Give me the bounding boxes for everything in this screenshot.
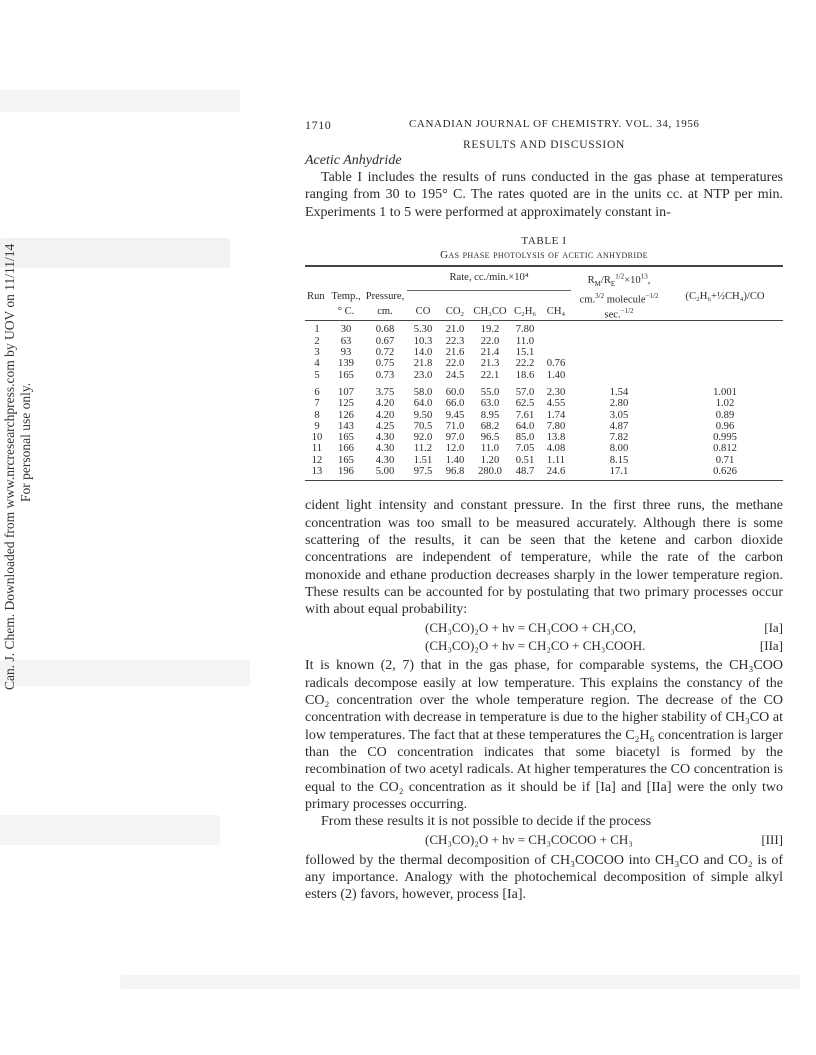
journal-title: CANADIAN JOURNAL OF CHEMISTRY. VOL. 34, 1956 (409, 118, 700, 130)
table-cell-ch4: 24.6 (546, 466, 566, 478)
table-cell-c2h6: 57.0 (515, 386, 535, 398)
table-cell-co: 9.50 (413, 409, 433, 421)
table-cell-co: 64.0 (413, 398, 433, 410)
table-cell-c2h6: 85.0 (515, 432, 535, 444)
table-row (305, 358, 783, 369)
rm-header-sec: sec.$^{-1/2}$ (604, 306, 634, 321)
table-row (305, 432, 783, 443)
table-cell-pressure: 0.68 (375, 324, 395, 336)
table-cell-ch4: 13.8 (546, 432, 566, 444)
table-group-low-pressure (305, 324, 783, 380)
journal-page (305, 118, 783, 904)
paragraph: cident light intensity and constant pressure. In the first three runs, the methane concentration was too small to be measured accurately. Although there is some scattering of the results, it can be seen that the ketene and carbon dioxide concentrations are independent of temperature, while the rate of the carbon monoxide and ethane production decreases sharply in the lower temperature region. These results can be accounted for by postulating that two primary processes occur with about equal probability: (305, 498, 783, 618)
table-cell-ratio: 0.71 (715, 454, 735, 466)
table-row (305, 398, 783, 409)
table-cell-co2: 96.8 (445, 466, 465, 478)
table-cell-ratio: 1.02 (715, 398, 735, 410)
table-cell-co: 1.51 (413, 454, 433, 466)
page-number: 1710 (305, 118, 332, 132)
equation-text: (CH₃CO)₂O + hν = CH₃COO + CH₃CO, (425, 620, 637, 636)
table-cell-run: 10 (311, 432, 323, 444)
table-cell-pressure: 4.30 (375, 432, 395, 444)
table-cell-rm (571, 347, 667, 358)
table-cell-pressure: 4.20 (375, 409, 395, 421)
table-cell-ratio (667, 336, 783, 347)
paragraph: From these results it is not possible to decide if the process (321, 814, 652, 830)
scan-artifact (120, 975, 800, 989)
table-cell-ch3co: 22.0 (480, 335, 500, 347)
equation-text: (CH₃CO)₂O + hν = CH₂CO + CH₃COOH. (425, 637, 646, 653)
table-cell-co2: 9.45 (445, 409, 465, 421)
table-row (305, 443, 783, 454)
table-row (305, 347, 783, 358)
scan-artifact (0, 90, 240, 112)
table-cell-rm: 3.05 (609, 409, 629, 421)
table-cell-co: 70.5 (413, 420, 433, 432)
table-cell-pressure: 4.25 (375, 420, 395, 432)
table-cell-co2: 21.0 (445, 324, 465, 336)
table-cell-co: 11.2 (413, 443, 433, 455)
co2-header: CO₂ (445, 305, 465, 317)
table-cell-co2: 24.5 (445, 369, 465, 381)
table-header-row (305, 271, 783, 291)
ch3co-header: CH₃CO (473, 305, 507, 317)
table-cell-co2: 1.40 (445, 454, 465, 466)
table-cell-ch4: 2.30 (546, 386, 566, 398)
table-cell-pressure: 0.67 (375, 335, 395, 347)
equation-label: [IIa] (759, 637, 783, 653)
table-cell-c2h6: 11.0 (515, 335, 535, 347)
pressure-unit: cm. (377, 305, 393, 317)
table-cell-c2h6: 48.7 (515, 466, 535, 478)
table-cell-ch4: 4.08 (546, 443, 566, 455)
table-cell-ratio (667, 370, 783, 381)
table-cell-run: 12 (311, 454, 323, 466)
paragraph: Table I includes the results of runs conducted in the gas phase at temperatures ranging from 30 to 195° C. The rates quoted are in the units cc. at NTP per min. Experiments 1 to 5 were performed at approximately constant in- (305, 170, 783, 220)
table-cell-rm: 7.82 (609, 432, 629, 444)
table-cell-rm (571, 358, 667, 369)
table-cell-ratio (667, 324, 783, 335)
table-cell-co2: 66.0 (445, 398, 465, 410)
table-cell-pressure: 4.20 (375, 398, 395, 410)
pressure-header: Pressure, (365, 290, 405, 302)
table-cell-ch4: 1.40 (546, 369, 566, 381)
table-cell-run: 11 (311, 443, 323, 455)
table-cell-rm: 4.87 (609, 420, 629, 432)
table-cell-co2: 22.3 (445, 335, 465, 347)
ch4-header: CH₄ (546, 305, 566, 317)
table-cell-pressure: 0.75 (375, 358, 395, 370)
table-cell-run: 9 (314, 420, 320, 432)
table-row (305, 324, 783, 335)
table-row (305, 370, 783, 381)
equation (305, 832, 783, 850)
table-cell-ch3co: 21.4 (480, 347, 500, 359)
table-cell-ch4: 1.74 (546, 409, 566, 421)
table-cell-temp: 93 (340, 347, 352, 359)
table-cell-pressure: 0.72 (375, 347, 395, 359)
equation (305, 638, 783, 656)
table-caption: Gas phase photolysis of acetic anhydride (440, 248, 648, 261)
table-cell-ch4 (541, 324, 571, 335)
table-cell-ch3co: 55.0 (480, 386, 500, 398)
table-cell-ratio: 1.001 (713, 386, 737, 398)
equation-text: (CH₃CO)₂O + hν = CH₃COCOO + CH₃ (425, 832, 633, 848)
table-cell-co2: 71.0 (445, 420, 465, 432)
table-cell-temp: 166 (338, 443, 354, 455)
table-cell-temp: 165 (338, 369, 354, 381)
table-cell-rm: 8.00 (609, 443, 629, 455)
table-cell-rm (571, 336, 667, 347)
table-cell-run: 7 (314, 398, 320, 410)
table-cell-ch4: 1.11 (546, 454, 566, 466)
temp-header: Temp., (331, 290, 361, 302)
table-cell-temp: 126 (338, 409, 354, 421)
table-cell-ch4 (541, 336, 571, 347)
table-cell-rm (571, 324, 667, 335)
equation-label: [Ia] (764, 620, 783, 636)
data-table (305, 265, 783, 481)
table-cell-co2: 97.0 (445, 432, 465, 444)
table-cell-co2: 21.6 (445, 347, 465, 359)
rate-group-header: Rate, cc./min.×10⁴ (407, 271, 571, 291)
table-header-row (305, 306, 783, 321)
table-cell-run: 4 (314, 358, 320, 370)
table-cell-ch3co: 1.20 (480, 454, 500, 466)
table-cell-run: 8 (314, 409, 320, 421)
download-notice: Can. J. Chem. Downloaded from www.nrcresearchpress.com by UOV on 11/11/14 (2, 243, 17, 690)
table-cell-co: 5.30 (413, 324, 433, 336)
table-cell-run: 3 (314, 347, 320, 359)
table-cell-ch4: 4.55 (546, 398, 566, 410)
table-cell-ch3co: 8.95 (480, 409, 500, 421)
table-cell-ch3co: 63.0 (480, 398, 500, 410)
table-group-high-pressure (305, 387, 783, 477)
equation-label: [III] (761, 832, 783, 848)
table-cell-pressure: 4.30 (375, 454, 395, 466)
table-cell-temp: 107 (338, 386, 354, 398)
table-cell-ch3co: 21.3 (480, 358, 500, 370)
table-row (305, 336, 783, 347)
table-cell-ch3co: 280.0 (478, 466, 502, 478)
running-header (305, 118, 783, 134)
table-cell-ratio: 0.626 (713, 466, 737, 478)
table-cell-rm (571, 370, 667, 381)
equation (305, 620, 783, 638)
rm-header-line1: $R_M/R_E^{1/2}\times 10^{13}$, (587, 272, 651, 289)
table-cell-ch3co: 68.2 (480, 420, 500, 432)
table-cell-co: 58.0 (413, 386, 433, 398)
paragraph: followed by the thermal decomposition of CH₃COCOO into CH₃CO and CO₂ is of any importance. Analogy with the photochemical decomposition of simple alkyl esters (2) favors, however, process [Ia]. (305, 852, 783, 903)
table-cell-temp: 63 (340, 335, 352, 347)
scan-artifact (0, 815, 220, 845)
table-cell-ch3co: 19.2 (480, 324, 500, 336)
table-cell-co: 21.8 (413, 358, 433, 370)
c2h6-header: C₂H₆ (513, 305, 537, 317)
temp-unit: ° C. (337, 305, 355, 317)
table-cell-temp: 196 (338, 466, 354, 478)
table-cell-ch3co: 96.5 (480, 432, 500, 444)
table-cell-c2h6: 7.80 (515, 324, 535, 336)
table-cell-run: 13 (311, 466, 323, 478)
table-cell-c2h6: 15.1 (515, 347, 535, 359)
table-cell-pressure: 3.75 (375, 386, 395, 398)
table-cell-c2h6: 64.0 (515, 420, 535, 432)
table-cell-co: 92.0 (413, 432, 433, 444)
table-cell-c2h6: 7.05 (515, 443, 535, 455)
table-row (305, 410, 783, 421)
table-cell-temp: 165 (338, 454, 354, 466)
table-cell-ch4: 7.80 (546, 420, 566, 432)
table-cell-temp: 125 (338, 398, 354, 410)
table-cell-co: 14.0 (413, 347, 433, 359)
table-cell-ratio: 0.89 (715, 409, 735, 421)
table-cell-temp: 139 (338, 358, 354, 370)
table-cell-pressure: 0.73 (375, 369, 395, 381)
personal-use-notice: For personal use only. (18, 382, 33, 502)
scan-artifact (0, 238, 230, 268)
table-cell-pressure: 5.00 (375, 466, 395, 478)
table-cell-ch3co: 22.1 (480, 369, 500, 381)
table-cell-ratio: 0.96 (715, 420, 735, 432)
table-cell-rm: 17.1 (609, 466, 629, 478)
table-row (305, 421, 783, 432)
table-row (305, 455, 783, 466)
table-cell-ch4 (541, 347, 571, 358)
rm-header-units: cm.$^{3/2}$ molecule$^{-1/2}$ (579, 291, 659, 306)
table-cell-co2: 60.0 (445, 386, 465, 398)
run-header: Run (307, 290, 325, 302)
ratio-header: (C₂H₆+½CH₄)/CO (685, 290, 765, 302)
rm-header (571, 271, 667, 291)
subsection-heading: Acetic Anhydride (305, 153, 402, 168)
table-number: TABLE I (521, 234, 567, 247)
table-cell-c2h6: 22.2 (515, 358, 535, 370)
table-cell-run: 5 (314, 369, 320, 381)
table-cell-ch3co: 11.0 (480, 443, 500, 455)
table-cell-co: 10.3 (413, 335, 433, 347)
table-cell-temp: 143 (338, 420, 354, 432)
table-cell-ratio: 0.995 (713, 432, 737, 444)
table-cell-run: 2 (314, 335, 320, 347)
table-cell-co2: 22.0 (445, 358, 465, 370)
table-cell-temp: 165 (338, 432, 354, 444)
paragraph: It is known (2, 7) that in the gas phase, for comparable systems, the CH₃COO radicals decompose easily at low temperature. This explains the constancy of the CO₂ concentration over the whole temperature region. The decrease of the CO concentration with decrease in temperature is due to the higher stability of CH₃CO at low temperatures. The fact that at these temperatures the C₂H₆ concentration is larger than the CO concentration indicates that some biacetyl is formed by the recombination of two acetyl radicals. At higher temperatures the CO concentration is equal to the CO₂ concentration as it should be if [Ia] and [IIa] were the only two primary processes occurring. (305, 658, 783, 812)
table-header-row (305, 291, 783, 306)
table-cell-c2h6: 0.51 (515, 454, 535, 466)
co-header: CO (415, 305, 431, 317)
table-cell-ratio (667, 347, 783, 358)
table-cell-c2h6: 62.5 (515, 398, 535, 410)
table-row (305, 387, 783, 398)
table-cell-c2h6: 7.61 (515, 409, 535, 421)
table-cell-ch4: 0.76 (546, 358, 566, 370)
table-cell-co2: 12.0 (445, 443, 465, 455)
table-cell-co: 23.0 (413, 369, 433, 381)
table-cell-ratio (667, 358, 783, 369)
table-cell-run: 1 (314, 324, 320, 336)
table-cell-rm: 8.15 (609, 454, 629, 466)
table-row (305, 466, 783, 477)
section-heading: RESULTS AND DISCUSSION (463, 139, 625, 151)
table-cell-pressure: 4.30 (375, 443, 395, 455)
table-cell-ratio: 0.812 (713, 443, 737, 455)
table-cell-rm: 1.54 (609, 386, 629, 398)
download-watermark (0, 243, 44, 690)
table-cell-c2h6: 18.6 (515, 369, 535, 381)
table-cell-temp: 30 (340, 324, 352, 336)
table-cell-rm: 2.80 (609, 398, 629, 410)
table-cell-co: 97.5 (413, 466, 433, 478)
table-cell-run: 6 (314, 386, 320, 398)
